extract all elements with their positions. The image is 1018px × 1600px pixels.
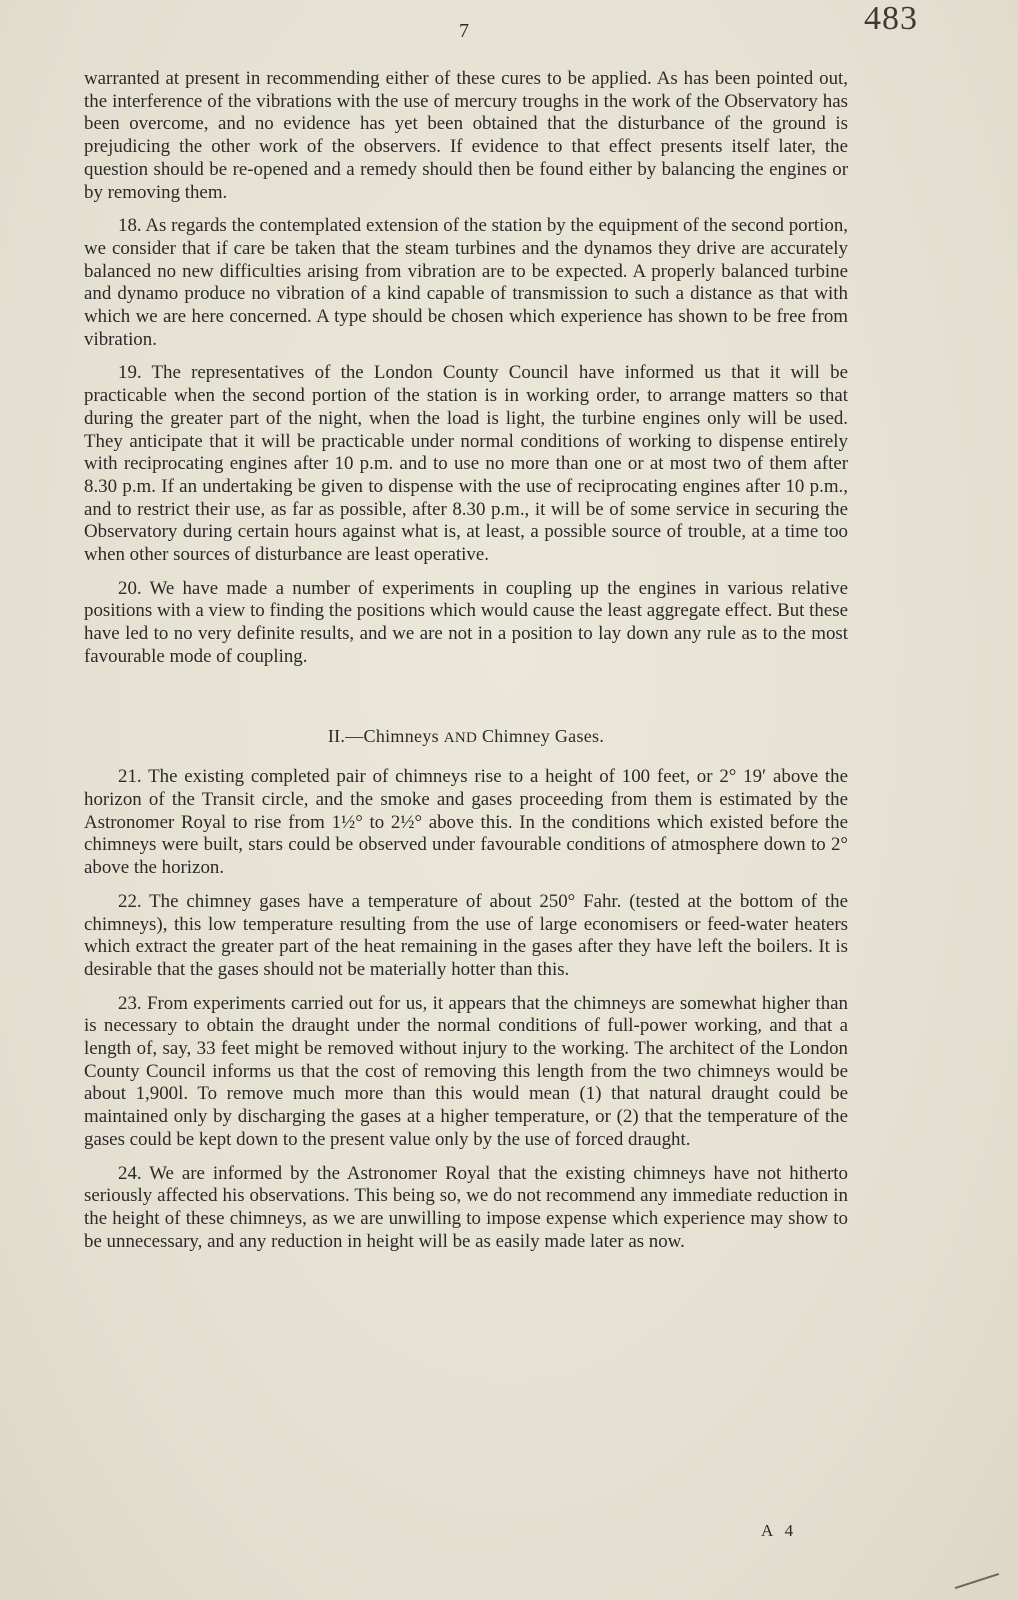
section-numeral: II.— <box>327 725 364 746</box>
pencil-mark <box>955 1573 999 1589</box>
folio-number: 483 <box>864 0 918 37</box>
section-title-word-2: Chimney <box>481 725 551 746</box>
body-text <box>84 68 848 1264</box>
paragraph-24: 24. We are informed by the Astronomer Royal that the existing chimneys have not hitherto seriously affected his observations. This being so, we do not recommend any immediate reduction in the height of these chimneys, as we are unwilling to impose expense which experience may show to be unnecessary, and any reduction in height will be as easily made later as now. <box>84 1162 848 1252</box>
paragraph-21: 21. The existing completed pair of chimneys rise to a height of 100 feet, or 2° 19′ above the horizon of the Transit circle, and the smoke and gases proceeding from them is estimated by the Astronomer Royal to rise from 1½° to 2½° above this. In the conditions which existed before the chimneys were built, stars could be observed under favourable conditions of atmosphere down to 2° above the horizon. <box>84 766 848 879</box>
page-number: 7 <box>459 20 469 42</box>
signature-mark: A 4 <box>761 1521 798 1540</box>
paragraph-17-continued: warranted at present in recommending either of these cures to be applied. As has been pointed out, the interference of the vibrations with the use of mercury troughs in the work of the Observatory has been overcome, and no evidence has yet been obtained that the disturbance of the ground is prejudicing the other work of the observers. If evidence to that effect presents itself later, the question should be re-opened and a remedy should then be found either by balancing the engines or by removing them. <box>84 68 848 203</box>
paragraph-19: 19. The representatives of the London County Council have informed us that it will be practicable when the second portion of the station is in working order, to arrange matters so that during the greater part of the night, when the load is light, the turbine engines only will be used. They anticipate that it will be practicable under normal conditions of working to dispense entirely with reciprocating engines after 10 p.m. and to use no more than one or at most two of them after 8.30 p.m. If an undertaking be given to dispense with the use of reciprocating engines after 10 p.m., and to restrict their use, as far as possible, after 8.30 p.m., it will be of some service in securing the Observatory during certain hours against what is, at least, a possible source of trouble, at a time too when other sources of disturbance are least operative. <box>84 362 848 566</box>
paragraph-22: 22. The chimney gases have a temperature of about 250° Fahr. (tested at the bottom of the chimneys), this low temperature resulting from the use of large economisers or feed-water heaters which extract the greater part of the heat remaining in the gases after they have left the boilers. It is desirable that the gases should not be materially hotter than this. <box>84 890 848 980</box>
paragraph-23: 23. From experiments carried out for us, it appears that the chimneys are somewhat higher than is necessary to obtain the draught under the normal conditions of full-power working, and that a length of, say, 33 feet might be removed without injury to the working. The architect of the London County Council informs us that the cost of removing this length from the two chimneys would be about 1,900l. To remove much more than this would mean (1) that natural draught could be maintained only by discharging the gases at a higher temperature, or (2) that the temperature of the gases could be kept down to the present value only by the use of forced draught. <box>84 992 848 1150</box>
paragraph-20: 20. We have made a number of experiments in coupling up the engines in various relative positions with a view to finding the positions which would cause the least aggregate effect. But these have led to no very definite results, and we are not in a position to lay down any rule as to the most favourable mode of coupling. <box>84 577 848 667</box>
section-title-word-3: Gases. <box>554 725 605 746</box>
section-title-conjunction: AND <box>443 729 478 746</box>
paragraph-18: 18. As regards the contemplated extension of the station by the equipment of the second portion, we consider that if care be taken that the steam turbines and the dynamos they drive are accurately balanced no new difficulties arising from vibration are to be expected. A properly balanced turbine and dynamo produce no vibration of a kind capable of transmission to such a distance as that with which we are here concerned. A type should be chosen which experience has shown to be free from vibration. <box>84 215 848 350</box>
section-title-word-1: Chimneys <box>363 725 439 746</box>
section-heading <box>84 725 848 750</box>
